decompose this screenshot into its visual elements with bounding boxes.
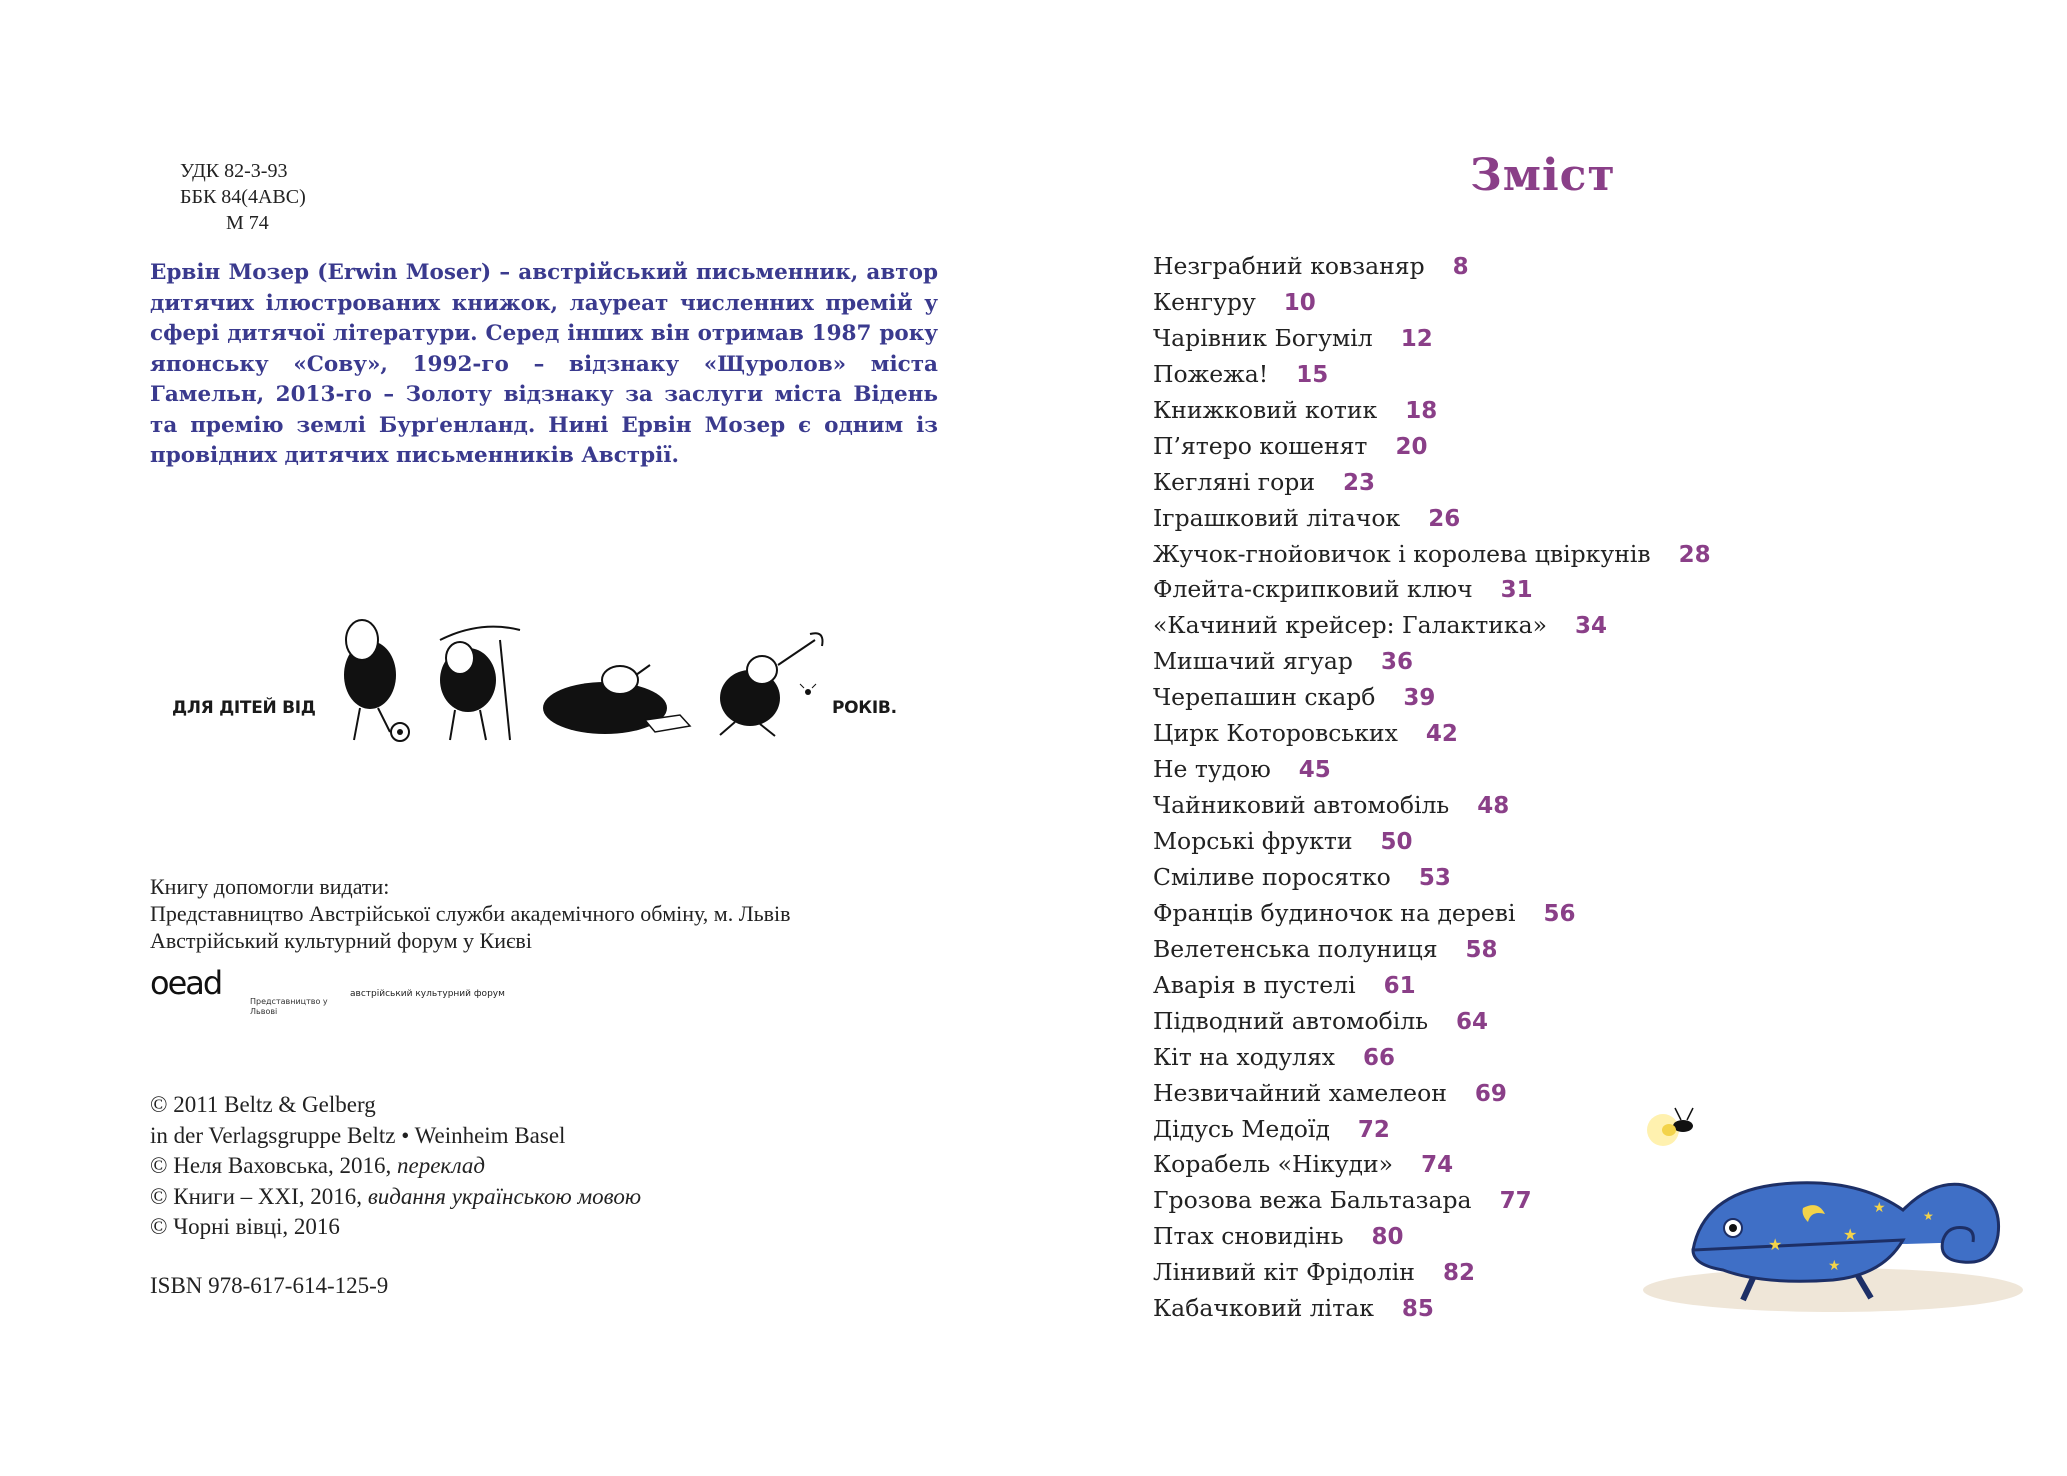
toc-entry-page: 56 bbox=[1543, 900, 1576, 927]
author-bio: Ервін Мозер (Erwin Moser) – австрійський письменник, автор дитячих ілюстрованих книжок, лауреат численних премій у сфері дитячої літератури. Серед інших він отримав 1987 року японську «Сову», 1992-го – відзнаку «Щуролов» міста Гамельн, 2013-го – Золоту відзнаку за заслуги міста Відень та премію землі Бурґенланд. Нині Ервін Мозер є одним із провідних дитячих письменників Австрії. bbox=[150, 260, 938, 468]
toc-entry-title: Незвичайний хамелеон bbox=[1153, 1078, 1447, 1107]
toc-entry-title: Кабачковий літак bbox=[1153, 1294, 1374, 1323]
toc-entry-page: 74 bbox=[1421, 1152, 1454, 1179]
toc-entry-title: Корабель «Нікуди» bbox=[1153, 1150, 1394, 1179]
toc-entry-title: Дідусь Медоїд bbox=[1153, 1114, 1330, 1143]
toc-entry-title: Кіт на ходулях bbox=[1153, 1042, 1336, 1071]
toc-entry-title: Незграбний ковзаняр bbox=[1153, 252, 1425, 280]
toc-entry-title: Не тудою bbox=[1153, 755, 1271, 784]
udk-bbk-block bbox=[180, 158, 306, 236]
toc-entry-page: 18 bbox=[1405, 397, 1438, 424]
copyright-text: © Неля Ваховська, 2016, bbox=[150, 1153, 397, 1178]
toc-entry-page: 45 bbox=[1298, 757, 1331, 784]
copyright-text: © Книги – XXI, 2016, bbox=[150, 1183, 368, 1209]
toc-entry bbox=[1153, 536, 1711, 572]
author-mark: М 74 bbox=[226, 212, 269, 234]
age-illustration-strip bbox=[150, 600, 930, 760]
toc-entry-page: 64 bbox=[1456, 1008, 1489, 1035]
svg-text:★: ★ bbox=[1843, 1225, 1858, 1244]
toc-entry-title: Флейта-скрипковий ключ bbox=[1153, 575, 1473, 604]
support-line-forum: Австрійський культурний форум у Києві bbox=[150, 928, 532, 953]
copyright-line bbox=[150, 1151, 641, 1182]
toc-entry bbox=[1153, 284, 1711, 320]
oead-logo: oead bbox=[150, 964, 222, 1002]
toc-entry bbox=[1153, 392, 1711, 428]
toc-entry bbox=[1153, 1039, 1711, 1075]
toc-entry-page: 85 bbox=[1401, 1296, 1434, 1323]
support-block bbox=[150, 873, 791, 954]
toc-entry-page: 31 bbox=[1500, 577, 1533, 604]
toc-entry-title: Франців будиночок на дереві bbox=[1153, 898, 1516, 927]
toc-entry bbox=[1153, 859, 1711, 895]
toc-entry-title: Морські фрукти bbox=[1153, 827, 1353, 855]
toc-entry-title: Чайниковий автомобіль bbox=[1153, 791, 1450, 820]
support-heading: Книгу допомогли видати: bbox=[150, 874, 390, 899]
toc-entry-title: Кегляні гори bbox=[1153, 467, 1315, 496]
toc-entry bbox=[1153, 715, 1711, 751]
toc-entry-title: Книжковий котик bbox=[1153, 395, 1378, 424]
age-years-label: РОКІВ. bbox=[832, 698, 897, 718]
toc-entry-title: Жучок-гнойовичок і королева цвіркунів bbox=[1153, 539, 1651, 568]
toc-entry-title: П’ятеро кошенят bbox=[1153, 431, 1368, 460]
toc-entry bbox=[1153, 428, 1711, 464]
toc-entry bbox=[1153, 679, 1711, 715]
toc-entry-title: Черепашин скарб bbox=[1153, 683, 1376, 712]
toc-entry bbox=[1153, 931, 1711, 967]
support-line-oead: Представництво Австрійської служби академічного обміну, м. Львів bbox=[150, 901, 791, 926]
toc-entry bbox=[1153, 320, 1711, 356]
sheep-illustration bbox=[150, 600, 930, 760]
toc-title: Зміст bbox=[1470, 150, 1616, 201]
toc-entry-title: Пожежа! bbox=[1153, 359, 1269, 388]
copyright-text: © Чорні вівці, 2016 bbox=[150, 1214, 340, 1239]
copyright-italic: видання українською мовою bbox=[367, 1183, 642, 1209]
toc-entry bbox=[1153, 895, 1711, 931]
toc-entry-page: 61 bbox=[1383, 972, 1416, 999]
toc-entry-title: Грозова вежа Бальтазара bbox=[1153, 1186, 1472, 1215]
toc-entry-page: 23 bbox=[1342, 469, 1375, 496]
svg-text:★: ★ bbox=[1828, 1258, 1841, 1274]
left-page bbox=[0, 0, 1033, 1476]
copyright-line bbox=[150, 1121, 641, 1152]
toc-entry-title: Сміливе поросятко bbox=[1153, 862, 1391, 891]
toc-entry-page: 77 bbox=[1499, 1188, 1532, 1215]
toc-entry-title: Велетенська полуниця bbox=[1153, 934, 1438, 963]
toc-entry-page: 12 bbox=[1400, 325, 1433, 352]
age-from-label: ДЛЯ ДІТЕЙ ВІД bbox=[172, 698, 316, 718]
toc-entry-page: 80 bbox=[1371, 1224, 1404, 1251]
toc-entry-title: Мишачий ягуар bbox=[1153, 647, 1353, 676]
toc-entry bbox=[1153, 571, 1711, 607]
toc-entry-title: Лінивий кіт Фрідолін bbox=[1153, 1258, 1415, 1287]
toc-entry-page: 20 bbox=[1395, 433, 1428, 460]
toc-entry bbox=[1153, 823, 1711, 859]
toc-entry-page: 10 bbox=[1283, 289, 1316, 316]
toc-entry-page: 34 bbox=[1574, 613, 1607, 640]
toc-entry-page: 26 bbox=[1428, 505, 1461, 532]
toc-entry bbox=[1153, 356, 1711, 392]
udk-code: УДК 82-3-93 bbox=[180, 160, 288, 182]
oead-logo-subtitle: Представництво у Львові bbox=[250, 997, 328, 1016]
toc-entry-title: Підводний автомобіль bbox=[1153, 1006, 1428, 1035]
toc-entry-page: 36 bbox=[1380, 649, 1413, 676]
toc-entry-page: 8 bbox=[1452, 254, 1469, 280]
toc-entry-page: 72 bbox=[1357, 1116, 1390, 1143]
toc-entry bbox=[1153, 500, 1711, 536]
toc-entry-page: 48 bbox=[1477, 793, 1510, 820]
sponsor-logos bbox=[150, 965, 530, 1025]
toc-entry bbox=[1153, 787, 1711, 823]
toc-entry bbox=[1153, 248, 1711, 284]
toc-entry-page: 50 bbox=[1380, 829, 1413, 855]
forum-logo: австрійський культурний форум bbox=[350, 989, 505, 999]
bbk-code: ББК 84(4АВС) bbox=[180, 186, 306, 208]
chameleon-illustration bbox=[1603, 1100, 2023, 1320]
toc-entry-page: 28 bbox=[1678, 541, 1711, 568]
toc-entry-title: Птах сновидінь bbox=[1153, 1222, 1344, 1251]
copyright-line bbox=[150, 1182, 641, 1213]
toc-entry-page: 39 bbox=[1403, 685, 1436, 712]
copyright-line bbox=[150, 1090, 641, 1121]
toc-entry-title: Чарівник Богуміл bbox=[1153, 323, 1373, 352]
toc-entry-title: Аварія в пустелі bbox=[1153, 970, 1356, 999]
copyright-line bbox=[150, 1212, 641, 1243]
svg-text:★: ★ bbox=[1768, 1235, 1783, 1254]
toc-entry bbox=[1153, 967, 1711, 1003]
toc-entry bbox=[1153, 607, 1711, 643]
toc-entry-page: 69 bbox=[1474, 1080, 1507, 1107]
toc-entry bbox=[1153, 464, 1711, 500]
toc-entry-page: 58 bbox=[1465, 936, 1498, 963]
toc-entry-title: Цирк Которовських bbox=[1153, 719, 1398, 748]
svg-text:★: ★ bbox=[1923, 1209, 1934, 1223]
toc-entry bbox=[1153, 751, 1711, 787]
toc-entry bbox=[1153, 1003, 1711, 1039]
svg-text:★: ★ bbox=[1873, 1200, 1886, 1216]
toc-entry-title: «Качиний крейсер: Галактика» bbox=[1153, 611, 1547, 640]
toc-entry-page: 42 bbox=[1425, 721, 1458, 748]
copyright-text: © 2011 Beltz & Gelberg bbox=[150, 1092, 376, 1117]
toc-entry-page: 15 bbox=[1296, 361, 1329, 388]
right-page bbox=[1033, 0, 2067, 1476]
isbn: ISBN 978-617-614-125-9 bbox=[150, 1273, 389, 1298]
toc-entry-title: Кенгуру bbox=[1153, 287, 1256, 316]
toc-entry-title: Іграшковий літачок bbox=[1153, 503, 1401, 532]
toc-entry-page: 82 bbox=[1442, 1260, 1475, 1287]
toc-entry bbox=[1153, 643, 1711, 679]
copyright-italic: переклад bbox=[396, 1153, 486, 1178]
copyright-block bbox=[150, 1090, 641, 1243]
toc-entry-page: 66 bbox=[1363, 1044, 1396, 1071]
copyright-text: in der Verlagsgruppe Beltz • Weinheim Basel bbox=[150, 1122, 566, 1148]
toc-entry-page: 53 bbox=[1418, 864, 1451, 891]
